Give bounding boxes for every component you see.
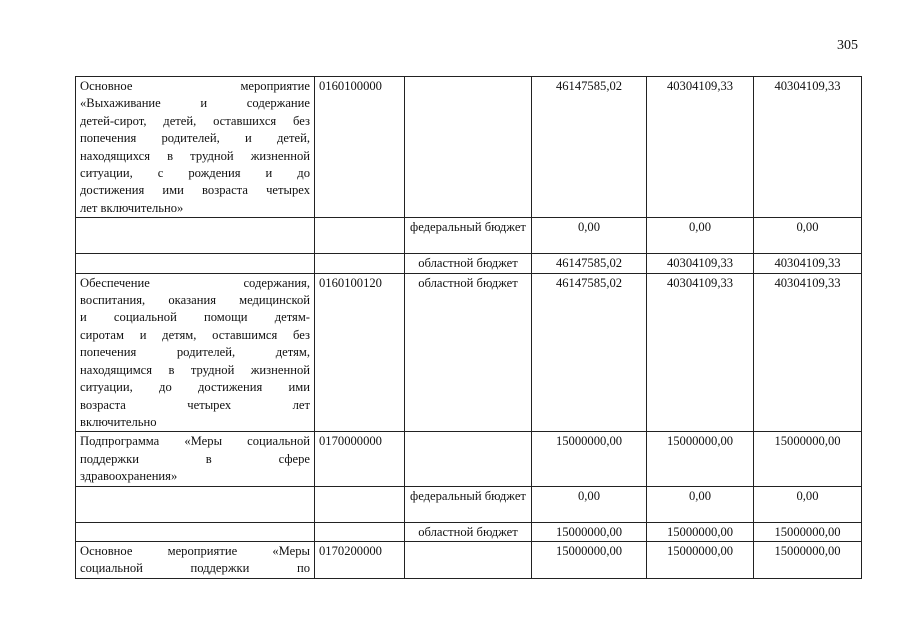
value-cell: 40304109,33 xyxy=(647,77,754,218)
code-cell: 0160100120 xyxy=(315,273,405,432)
name-line: Основное мероприятие «Меры xyxy=(80,543,310,558)
value-cell: 40304109,33 xyxy=(647,273,754,432)
name-cell xyxy=(76,541,315,578)
value-cell: 15000000,00 xyxy=(647,522,754,541)
code-cell: 0160100000 xyxy=(315,77,405,218)
name-line: достижения ими возраста четырех xyxy=(80,183,310,198)
value-cell: 40304109,33 xyxy=(754,273,862,432)
value-cell: 0,00 xyxy=(754,486,862,522)
name-line: детей-сирот, детей, оставшихся без xyxy=(80,113,310,128)
source-cell: федеральный бюджет xyxy=(405,218,532,254)
table-row xyxy=(76,254,862,273)
source-cell: федеральный бюджет xyxy=(405,486,532,522)
value-cell: 0,00 xyxy=(532,486,647,522)
table-row xyxy=(76,218,862,254)
table-row xyxy=(76,432,862,486)
table-row xyxy=(76,486,862,522)
name-cell xyxy=(76,522,315,541)
name-cell xyxy=(76,77,315,218)
table-row xyxy=(76,273,862,432)
name-line: и социальной помощи детям- xyxy=(80,310,310,325)
source-cell xyxy=(405,77,532,218)
source-cell: областной бюджет xyxy=(405,273,532,432)
name-cell xyxy=(76,486,315,522)
value-cell: 0,00 xyxy=(532,218,647,254)
value-cell: 15000000,00 xyxy=(754,541,862,578)
table-row xyxy=(76,77,862,218)
code-cell xyxy=(315,218,405,254)
name-line: включительно xyxy=(80,414,157,429)
name-line: «Выхаживание и содержание xyxy=(80,96,310,111)
value-cell: 15000000,00 xyxy=(754,522,862,541)
name-line: ситуации, до достижения ими xyxy=(80,380,310,395)
name-line: здравоохранения» xyxy=(80,469,178,484)
name-line: сиротам и детям, оставшимся без xyxy=(80,327,310,342)
value-cell: 15000000,00 xyxy=(532,541,647,578)
source-cell: областной бюджет xyxy=(405,254,532,273)
table-row xyxy=(76,522,862,541)
source-cell xyxy=(405,432,532,486)
value-cell: 46147585,02 xyxy=(532,77,647,218)
code-cell xyxy=(315,254,405,273)
name-cell xyxy=(76,218,315,254)
name-line: Обеспечение содержания, xyxy=(80,275,310,290)
name-cell xyxy=(76,254,315,273)
code-cell: 0170000000 xyxy=(315,432,405,486)
value-cell: 0,00 xyxy=(647,486,754,522)
name-line: попечения родителей, и детей, xyxy=(80,131,310,146)
value-cell: 46147585,02 xyxy=(532,254,647,273)
table-row xyxy=(76,541,862,578)
page-number: 305 xyxy=(837,38,858,53)
name-cell xyxy=(76,432,315,486)
source-cell xyxy=(405,541,532,578)
name-line: поддержки в сфере xyxy=(80,451,310,466)
name-line: воспитания, оказания медицинской xyxy=(80,293,310,308)
source-cell: областной бюджет xyxy=(405,522,532,541)
value-cell: 40304109,33 xyxy=(647,254,754,273)
value-cell: 46147585,02 xyxy=(532,273,647,432)
value-cell: 15000000,00 xyxy=(647,541,754,578)
code-cell: 0170200000 xyxy=(315,541,405,578)
value-cell: 40304109,33 xyxy=(754,254,862,273)
name-line: лет включительно» xyxy=(80,200,184,215)
budget-table xyxy=(75,76,862,579)
value-cell: 15000000,00 xyxy=(532,522,647,541)
name-line: ситуации, с рождения и до xyxy=(80,166,310,181)
name-cell xyxy=(76,273,315,432)
value-cell: 0,00 xyxy=(754,218,862,254)
value-cell: 40304109,33 xyxy=(754,77,862,218)
name-line: находящихся в трудной жизненной xyxy=(80,148,310,163)
name-line: социальной поддержки по xyxy=(80,561,310,576)
code-cell xyxy=(315,486,405,522)
name-line: попечения родителей, детям, xyxy=(80,345,310,360)
value-cell: 15000000,00 xyxy=(532,432,647,486)
name-line: Подпрограмма «Меры социальной xyxy=(80,434,310,449)
name-line: Основное мероприятие xyxy=(80,79,310,93)
value-cell: 15000000,00 xyxy=(754,432,862,486)
name-line: возраста четырех лет xyxy=(80,397,310,412)
name-line: находящимся в трудной жизненной xyxy=(80,362,310,377)
value-cell: 15000000,00 xyxy=(647,432,754,486)
code-cell xyxy=(315,522,405,541)
value-cell: 0,00 xyxy=(647,218,754,254)
